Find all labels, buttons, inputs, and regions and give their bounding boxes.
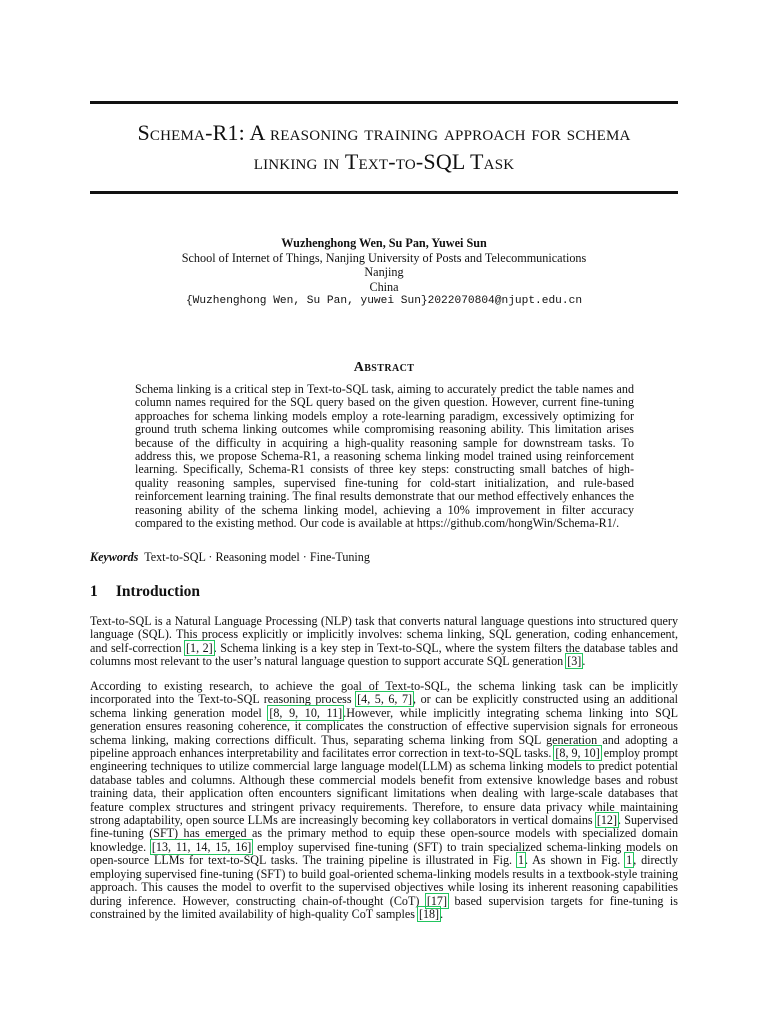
section-heading-introduction: [90, 583, 200, 601]
text-run: based supervision targets for fine-tuning is constrained by the limited availability of high-quality CoT samples: [90, 893, 678, 921]
title-top-rule: [90, 101, 678, 104]
text-run: . Supervised fine-tuning (SFT) has emerged as the primary method to equip these open-source models with specialized domain knowledge.: [90, 813, 678, 854]
text-run: .: [582, 654, 586, 669]
keywords-line: [90, 550, 370, 565]
citation-link[interactable]: [1, 2]: [186, 640, 213, 655]
text-run: Text-to-SQL is a Natural Language Processing (NLP) task that converts natural language questions into structured query language (SQL). This process explicitly or implicitly involves: schema linking, SQL generation, coding enhancement, and self-correction: [90, 614, 678, 655]
text-run: employ supervised fine-tuning (SFT) to train specialized schema-linking models on open-source LLMs for text-to-SQL tasks. The training pipeline is illustrated in Fig.: [90, 839, 678, 868]
text-run: .: [440, 906, 444, 921]
section-number: 1: [90, 583, 98, 600]
section-title: Introduction: [115, 583, 200, 600]
abstract-heading: Abstract: [353, 360, 415, 375]
figure-link[interactable]: 1: [626, 853, 633, 868]
text-run: . Schema linking is a key step in Text-to-SQL, where the system filters the database tables and columns most relevant to the user’s natural language question to support accurate SQL generation: [90, 640, 678, 669]
text-run: .However, while implicitly integrating schema linking into SQL generation ensures reasoning coherence, it complicates the construction of effective supervision signals for erroneous schema linking, making corrections difficult. Thus, separating schema linking from SQL generation and adopting a pipeline approach enhances interpretability and facilitates error correction in text-to-SQL tasks.: [90, 705, 678, 761]
intro-paragraph-2: [90, 680, 678, 921]
citation-link[interactable]: [18]: [418, 906, 440, 921]
text-run: . As shown in Fig.: [524, 853, 626, 868]
abstract-text: Schema linking is a critical step in Text-to-SQL task, aiming to accurately predict the table names and column names required for the SQL query based on the given question. However, current fine-tuning approaches for schema linking models employ a rote-learning paradigm, excessively optimizing for ground truth schema linking outcomes while compromising reasoning ability. This limitation arises because of the difficulty in acquiring a high-quality reasoning sample for downstream tasks. To address this, we propose Schema-R1, a reasoning schema linking model trained using reinforcement learning. Specifically, Schema-R1 consists of three key steps: constructing small batches of high-quality reasoning samples, supervised fine-tuning for cold-start initialization, and rule-based reinforcement learning training. The final results demonstrate that our method effectively enhances the reasoning ability of the schema linking model, achieving a 10% improvement in filter accuracy compared to the existing method. Our code is available at https://github.com/hongWin/Schema-R1/.: [135, 382, 634, 531]
keywords-label: Keywords: [90, 550, 139, 564]
text-run: , directly employing supervised fine-tuning (SFT) to build goal-oriented schema-linking models results in a textbook-style training approach. This causes the model to overfit to the supervised objectives while losing its inherent reasoning capabilities during inference. However, constructing chain-of-thought (CoT): [90, 853, 679, 908]
citation-link[interactable]: [8, 9, 10, 11]: [269, 705, 343, 720]
citation-link[interactable]: [13, 11, 14, 15, 16]: [151, 839, 252, 854]
text-run: employ prompt engineering techniques to utilize commercial large language model(LLM) as schema linking models to predict potential database tables and columns. Although these commercial models benefit from extensive knowledge bases and robust training data, their application often encounters significant limitations when dealing with large-scale databases that feature complex structures and stringent privacy requirements. Therefore, to ensure data privacy while maintaining strong adaptability, open source LLMs are increasingly becoming key collaborators in vertical domains: [90, 746, 679, 828]
citation-link[interactable]: [8, 9, 10]: [555, 746, 600, 761]
author-affiliation: School of Internet of Things, Nanjing University of Posts and Telecommunications: [181, 250, 587, 265]
author-names: Wuzhenghong Wen, Su Pan, Yuwei Sun: [281, 236, 487, 250]
citation-link[interactable]: [3]: [567, 654, 582, 669]
keywords-items: Text-to-SQL · Reasoning model · Fine-Tuning: [144, 550, 370, 564]
author-email: {Wuzhenghong Wen, Su Pan, yuwei Sun}2022070804@njupt.edu.cn: [185, 295, 583, 307]
figure-link[interactable]: 1: [517, 853, 524, 868]
paper-title: [90, 118, 678, 176]
text-run: , or can be explicitly constructed using an additional schema linking generation model: [90, 692, 678, 720]
author-country: China: [369, 279, 399, 294]
title-line-2: linking in Text-to-SQL Task: [253, 149, 515, 174]
citation-link[interactable]: [12]: [596, 813, 617, 828]
title-line-1: Schema-R1: A reasoning training approach for schema: [137, 120, 631, 145]
title-bottom-rule: [90, 191, 678, 194]
intro-paragraph-1: [90, 615, 678, 669]
author-city: Nanjing: [364, 265, 404, 279]
text-run: According to existing research, to achieve the goal of Text-to-SQL, the schema linking task can be implicitly incorporated into the Text-to-SQL reasoning process: [90, 679, 678, 707]
author-block: [90, 236, 678, 309]
citation-link[interactable]: [17]: [426, 893, 447, 908]
citation-link[interactable]: [4, 5, 6, 7]: [357, 692, 413, 707]
